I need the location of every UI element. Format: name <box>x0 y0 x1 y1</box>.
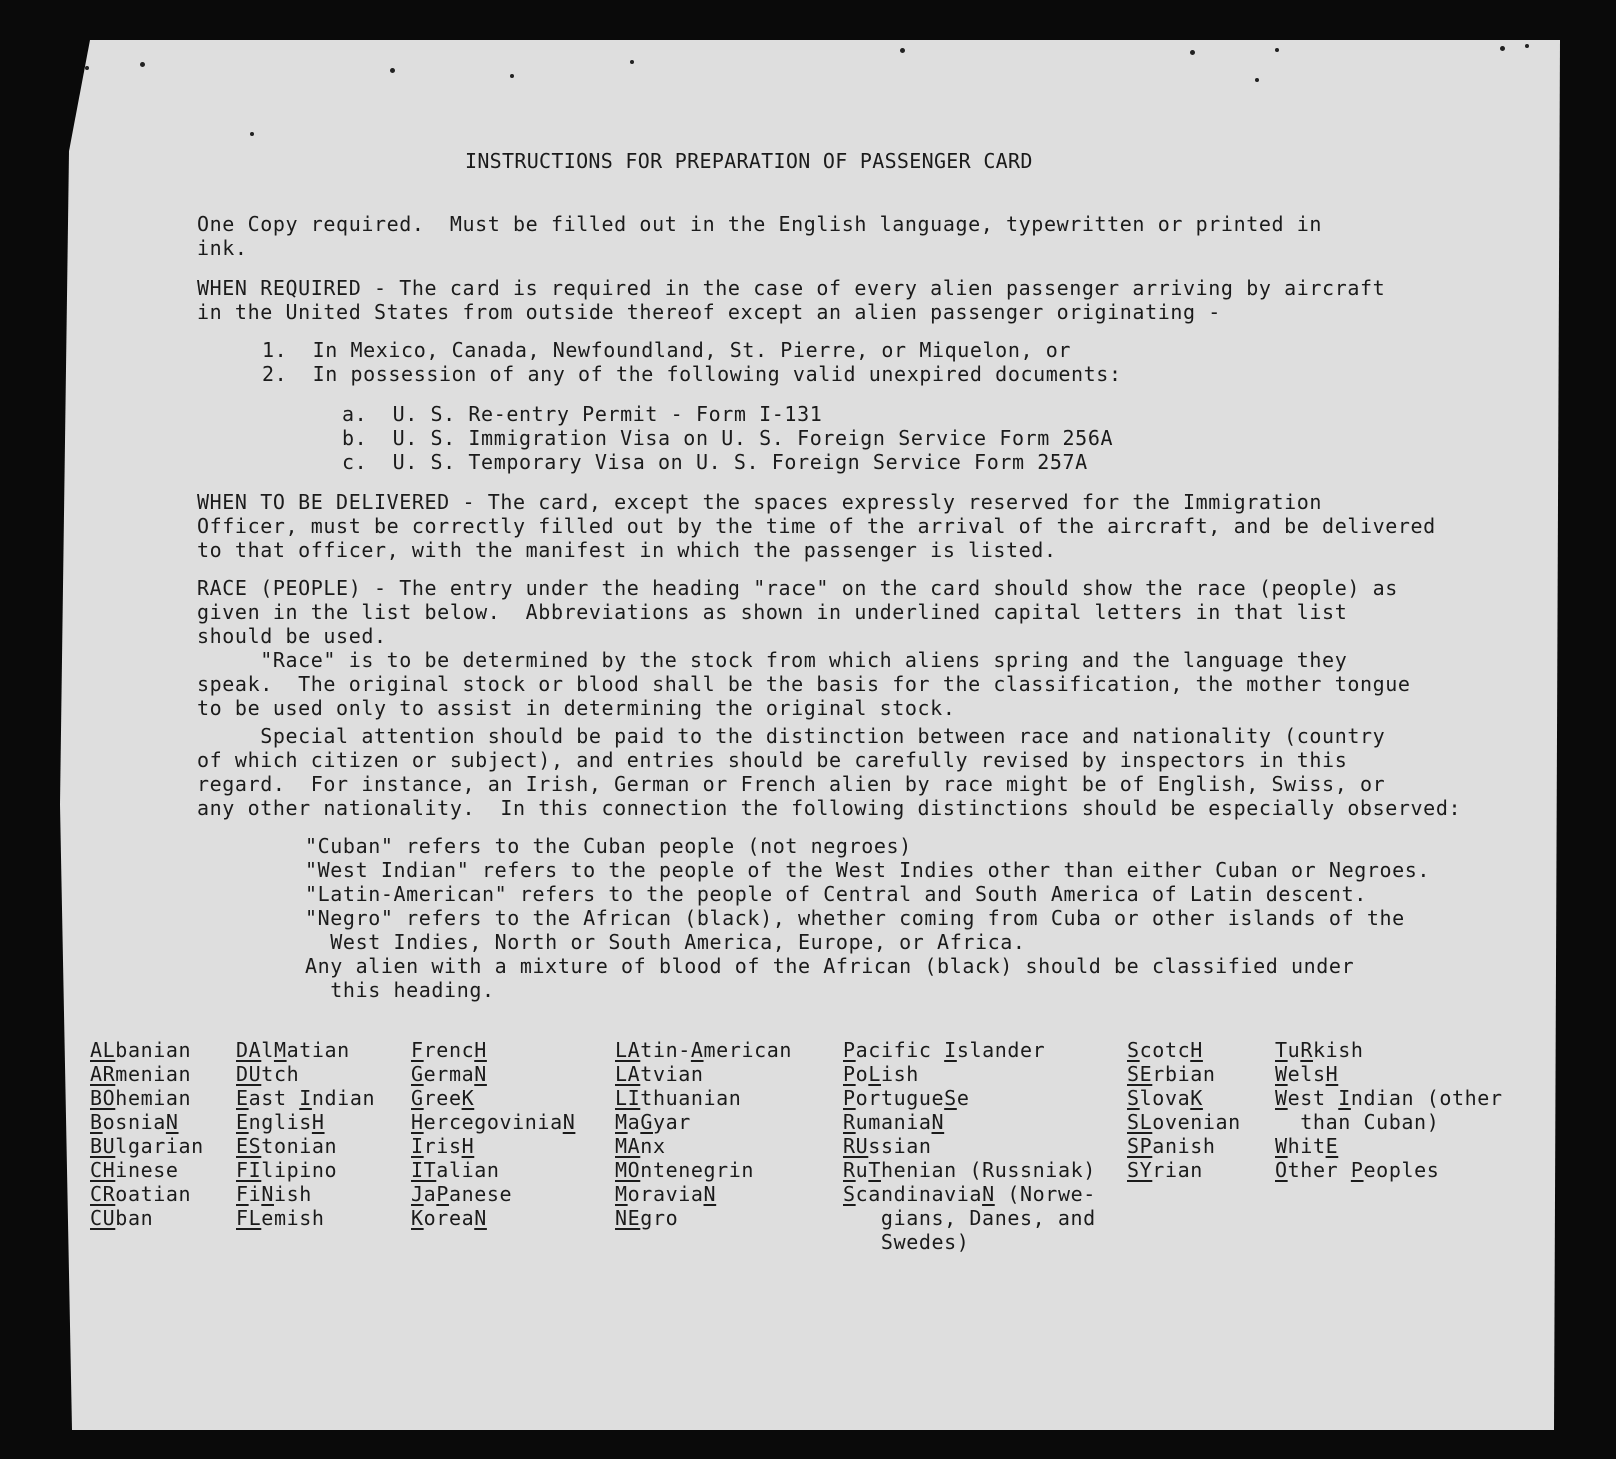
race-entry <box>615 1038 792 1062</box>
when-required-paragraph: WHEN REQUIRED - The card is required in the case of every alien passenger arriving by aircraft <box>197 276 1386 300</box>
abbreviation: N <box>165 1110 179 1134</box>
race-text: alian <box>436 1158 500 1182</box>
abbreviation: N <box>931 1110 945 1134</box>
race-text: emish <box>261 1206 325 1230</box>
race-entry <box>615 1110 691 1134</box>
abbreviation: G <box>411 1086 424 1110</box>
abbreviation: H <box>1190 1038 1203 1062</box>
race-entry <box>1275 1086 1503 1110</box>
abbreviation: AL <box>90 1038 116 1062</box>
race-text: ther <box>1287 1158 1351 1182</box>
race-text: tvian <box>640 1062 704 1086</box>
race-entry <box>90 1086 191 1110</box>
race-text: tch <box>261 1062 300 1086</box>
scan-speck <box>1500 46 1505 51</box>
special-attention-paragraph: regard. For instance, an Irish, German or French alien by race might be of English, Swiss, or <box>197 772 1386 796</box>
abbreviation: H <box>1325 1062 1339 1086</box>
scan-speck <box>1190 50 1195 55</box>
abbreviation: W <box>1275 1086 1288 1110</box>
abbreviation: SL <box>1127 1110 1153 1134</box>
distinction-line: West Indies, North or South America, Europe, or Africa. <box>305 930 1026 954</box>
race-entry <box>615 1062 704 1086</box>
abbreviation: P <box>843 1062 856 1086</box>
scan-speck <box>85 66 89 70</box>
abbreviation: I <box>944 1038 957 1062</box>
race-entry <box>236 1182 312 1206</box>
abbreviation: S <box>843 1182 856 1206</box>
abbreviation: I <box>1338 1086 1351 1110</box>
race-entry <box>411 1182 512 1206</box>
abbreviation: O <box>1275 1158 1288 1182</box>
special-attention-paragraph: of which citizen or subject), and entries should be carefully revised by inspectors in this <box>197 748 1348 772</box>
race-entry <box>411 1134 474 1158</box>
abbreviation: LA <box>615 1062 641 1086</box>
race-text: atian <box>286 1038 350 1062</box>
race-paragraph: should be used. <box>197 624 387 648</box>
abbreviation: E <box>236 1110 249 1134</box>
distinction-line: "Negro" refers to the African (black), whether coming from Cuba or other islands of the <box>305 906 1405 930</box>
race-text: ercegovinia <box>423 1110 563 1134</box>
race-text: ortugue <box>855 1086 945 1110</box>
abbreviation: N <box>982 1182 995 1206</box>
abbreviation: N <box>703 1182 717 1206</box>
race-text: than Cuban) <box>1275 1110 1440 1134</box>
race-entry <box>1127 1134 1216 1158</box>
race-text: a <box>627 1110 641 1134</box>
race-text: menian <box>115 1062 192 1086</box>
abbreviation: BU <box>90 1134 116 1158</box>
abbreviation: P <box>843 1038 856 1062</box>
race-entry <box>90 1182 191 1206</box>
race-entry <box>236 1038 350 1062</box>
race-entry <box>236 1110 325 1134</box>
abbreviation: H <box>411 1110 424 1134</box>
race-entry <box>411 1206 487 1230</box>
race-text: tin- <box>640 1038 691 1062</box>
abbreviation: P <box>843 1086 856 1110</box>
abbreviation: T <box>868 1158 881 1182</box>
abbreviation: S <box>1127 1038 1140 1062</box>
race-entry <box>1275 1134 1338 1158</box>
abbreviation: M <box>615 1110 628 1134</box>
numbered-item: 1. In Mexico, Canada, Newfoundland, St. Pierre, or Miquelon, or <box>262 338 1072 362</box>
race-text: anish <box>1152 1134 1216 1158</box>
race-entry <box>236 1086 375 1110</box>
scan-speck <box>630 60 634 64</box>
distinction-line: this heading. <box>305 978 495 1002</box>
race-text: yar <box>652 1110 691 1134</box>
scan-speck <box>140 62 145 67</box>
race-entry <box>411 1062 487 1086</box>
race-text: ish <box>880 1062 919 1086</box>
abbreviation: S <box>1127 1086 1140 1110</box>
abbreviation: N <box>261 1182 274 1206</box>
abbreviation: B <box>90 1110 103 1134</box>
lettered-item: c. U. S. Temporary Visa on U. S. Foreign Service Form 257A <box>342 450 1088 474</box>
race-text: gians, Danes, and <box>843 1206 1096 1230</box>
race-text: candinavia <box>855 1182 983 1206</box>
race-entry <box>843 1110 944 1134</box>
race-entry <box>236 1062 299 1086</box>
race-entry <box>90 1038 191 1062</box>
abbreviation: P <box>436 1182 449 1206</box>
scan-speck <box>390 68 395 73</box>
distinction-line: Any alien with a mixture of blood of the African (black) should be classified under <box>305 954 1355 978</box>
race-entry <box>615 1182 716 1206</box>
race-text: oravia <box>627 1182 704 1206</box>
race-text: thuanian <box>640 1086 742 1110</box>
race-definition-paragraph: speak. The original stock or blood shall be the basis for the classification, the mother tongue <box>197 672 1411 696</box>
abbreviation: K <box>461 1086 475 1110</box>
abbreviation: AR <box>90 1062 116 1086</box>
race-text: ntenegrin <box>640 1158 755 1182</box>
abbreviation: A <box>690 1038 704 1062</box>
race-text: erma <box>423 1062 475 1086</box>
abbreviation: N <box>474 1062 487 1086</box>
abbreviation: CU <box>90 1206 116 1230</box>
race-entry <box>615 1134 666 1158</box>
race-text: e <box>956 1086 970 1110</box>
race-entry <box>843 1182 1096 1206</box>
race-text: (Norwe- <box>994 1182 1096 1206</box>
race-text: lipino <box>261 1158 338 1182</box>
race-text: rbian <box>1152 1062 1216 1086</box>
abbreviation: ES <box>236 1134 262 1158</box>
race-text: anese <box>448 1182 513 1206</box>
race-text: Swedes) <box>843 1230 970 1254</box>
abbreviation: F <box>236 1182 249 1206</box>
distinction-line: "West Indian" refers to the people of the West Indies other than either Cuban or Negroes. <box>305 858 1431 882</box>
race-text: a <box>423 1182 437 1206</box>
race-entry <box>1275 1110 1439 1134</box>
abbreviation: T <box>1275 1038 1288 1062</box>
race-definition-paragraph: to be used only to assist in determining the original stock. <box>197 696 956 720</box>
race-text: rian <box>1152 1158 1203 1182</box>
abbreviation: DU <box>236 1062 262 1086</box>
abbreviation: R <box>843 1110 856 1134</box>
abbreviation: W <box>1275 1134 1288 1158</box>
race-entry <box>411 1038 487 1062</box>
race-definition-paragraph: "Race" is to be determined by the stock from which aliens spring and the language they <box>197 648 1348 672</box>
when-required-paragraph: in the United States from outside thereof except an alien passenger originating - <box>197 300 1221 324</box>
race-text: gro <box>640 1206 679 1230</box>
race-text: lgarian <box>115 1134 204 1158</box>
race-text: l <box>261 1038 274 1062</box>
lettered-item: b. U. S. Immigration Visa on U. S. Foreign Service Form 256A <box>342 426 1114 450</box>
race-text: ssian <box>868 1134 932 1158</box>
race-entry <box>1275 1038 1364 1062</box>
abbreviation: J <box>411 1182 424 1206</box>
scan-speck <box>510 74 514 78</box>
race-text: acific <box>855 1038 945 1062</box>
race-text: kish <box>1312 1038 1364 1062</box>
race-entry <box>236 1134 337 1158</box>
abbreviation: RU <box>843 1134 869 1158</box>
abbreviation: IT <box>411 1158 437 1182</box>
race-text: ris <box>423 1134 462 1158</box>
race-entry <box>411 1110 575 1134</box>
race-entry <box>236 1158 337 1182</box>
race-entry <box>411 1086 474 1110</box>
abbreviation: SY <box>1127 1158 1153 1182</box>
abbreviation: MA <box>615 1134 641 1158</box>
abbreviation: H <box>311 1110 325 1134</box>
race-entry <box>843 1062 919 1086</box>
abbreviation: N <box>474 1206 487 1230</box>
race-entry <box>90 1134 204 1158</box>
race-text: cotc <box>1139 1038 1191 1062</box>
race-paragraph: given in the list below. Abbreviations as shown in underlined capital letters in that list <box>197 600 1348 624</box>
abbreviation: E <box>236 1086 249 1110</box>
race-entry <box>236 1206 325 1230</box>
race-text: osnia <box>102 1110 166 1134</box>
race-entry <box>90 1158 179 1182</box>
abbreviation: M <box>615 1182 628 1206</box>
race-text: orea <box>423 1206 475 1230</box>
race-text: banian <box>115 1038 192 1062</box>
abbreviation: W <box>1275 1062 1288 1086</box>
abbreviation: S <box>944 1086 957 1110</box>
race-entry <box>843 1086 969 1110</box>
race-text: inese <box>115 1158 179 1182</box>
page-title: INSTRUCTIONS FOR PREPARATION OF PASSENGER CARD <box>465 149 1033 173</box>
race-text: ast <box>248 1086 300 1110</box>
race-text: ree <box>423 1086 462 1110</box>
abbreviation: CR <box>90 1182 116 1206</box>
race-text: u <box>1287 1038 1301 1062</box>
race-text: oatian <box>115 1182 192 1206</box>
abbreviation: I <box>299 1086 312 1110</box>
race-entry <box>615 1206 678 1230</box>
race-entry <box>90 1206 153 1230</box>
race-text: nglis <box>248 1110 312 1134</box>
scan-speck <box>900 48 905 53</box>
abbreviation: LI <box>615 1086 641 1110</box>
race-entry <box>843 1158 1096 1182</box>
special-attention-paragraph: any other nationality. In this connection the following distinctions should be especially observed: <box>197 796 1462 820</box>
race-text: ovenian <box>1152 1110 1241 1134</box>
race-entry <box>90 1110 179 1134</box>
race-text: tonian <box>261 1134 338 1158</box>
intro-paragraph: One Copy required. Must be filled out in the English language, typewritten or printed in <box>197 212 1323 236</box>
race-text: hemian <box>115 1086 192 1110</box>
distinction-line: "Latin-American" refers to the people of Central and South America of Latin descent. <box>305 882 1367 906</box>
race-entry <box>411 1158 500 1182</box>
special-attention-paragraph: Special attention should be paid to the distinction between race and nationality (country <box>197 724 1386 748</box>
race-entry <box>843 1038 1045 1062</box>
abbreviation: G <box>411 1062 424 1086</box>
race-text: els <box>1287 1062 1326 1086</box>
race-text: est <box>1287 1086 1339 1110</box>
race-text: o <box>855 1062 869 1086</box>
lettered-item: a. U. S. Re-entry Permit - Form I-131 <box>342 402 823 426</box>
scan-speck <box>1525 44 1529 48</box>
race-entry <box>843 1230 969 1254</box>
abbreviation: K <box>1190 1086 1203 1110</box>
race-entry <box>90 1062 191 1086</box>
abbreviation: FI <box>236 1158 262 1182</box>
race-entry <box>1127 1062 1216 1086</box>
race-entry <box>843 1134 932 1158</box>
race-text: nx <box>640 1134 666 1158</box>
race-entry <box>1127 1158 1203 1182</box>
race-text: eoples <box>1363 1158 1440 1182</box>
race-entry <box>615 1086 741 1110</box>
race-text: merican <box>703 1038 793 1062</box>
race-text: umania <box>855 1110 932 1134</box>
abbreviation: H <box>461 1134 475 1158</box>
race-entry <box>1275 1062 1338 1086</box>
scan-speck <box>1255 78 1259 82</box>
abbreviation: E <box>1325 1134 1339 1158</box>
when-delivered-paragraph: Officer, must be correctly filled out by the time of the arrival of the aircraft, and be delivered <box>197 514 1436 538</box>
abbreviation: P <box>1350 1158 1364 1182</box>
race-text: hit <box>1287 1134 1326 1158</box>
race-text: ndian <box>311 1086 376 1110</box>
abbreviation: H <box>474 1038 487 1062</box>
when-delivered-paragraph: to that officer, with the manifest in which the passenger is listed. <box>197 538 1057 562</box>
race-entry <box>843 1206 1096 1230</box>
intro-paragraph: ink. <box>197 236 248 260</box>
abbreviation: G <box>640 1110 653 1134</box>
abbreviation: SE <box>1127 1062 1153 1086</box>
race-entry <box>1127 1086 1203 1110</box>
race-entry <box>1275 1158 1439 1182</box>
race-text: i <box>248 1182 262 1206</box>
abbreviation: LA <box>615 1038 641 1062</box>
race-text: ban <box>115 1206 154 1230</box>
abbreviation: R <box>1300 1038 1313 1062</box>
abbreviation: SP <box>1127 1134 1153 1158</box>
race-entry <box>1127 1038 1203 1062</box>
race-text: u <box>855 1158 869 1182</box>
abbreviation: R <box>843 1158 856 1182</box>
scan-speck <box>1275 48 1279 52</box>
abbreviation: FL <box>236 1206 262 1230</box>
race-text: lova <box>1139 1086 1191 1110</box>
abbreviation: MO <box>615 1158 641 1182</box>
race-text: renc <box>423 1038 475 1062</box>
race-text: slander <box>956 1038 1046 1062</box>
abbreviation: BO <box>90 1086 116 1110</box>
race-text: ndian (other <box>1350 1086 1503 1110</box>
race-entry <box>615 1158 754 1182</box>
abbreviation: DA <box>236 1038 262 1062</box>
abbreviation: M <box>273 1038 287 1062</box>
abbreviation: CH <box>90 1158 116 1182</box>
race-text: ish <box>273 1182 312 1206</box>
abbreviation: F <box>411 1038 424 1062</box>
abbreviation: N <box>562 1110 576 1134</box>
distinction-line: "Cuban" refers to the Cuban people (not negroes) <box>305 834 912 858</box>
when-delivered-paragraph: WHEN TO BE DELIVERED - The card, except the spaces expressly reserved for the Immigration <box>197 490 1323 514</box>
race-text: henian (Russniak) <box>880 1158 1096 1182</box>
race-entry <box>1127 1110 1241 1134</box>
race-paragraph: RACE (PEOPLE) - The entry under the heading "race" on the card should show the race (people) as <box>197 576 1398 600</box>
abbreviation: L <box>868 1062 881 1086</box>
abbreviation: K <box>411 1206 424 1230</box>
numbered-item: 2. In possession of any of the following valid unexpired documents: <box>262 362 1122 386</box>
abbreviation: NE <box>615 1206 641 1230</box>
abbreviation: I <box>411 1134 424 1158</box>
scan-speck <box>250 132 254 136</box>
